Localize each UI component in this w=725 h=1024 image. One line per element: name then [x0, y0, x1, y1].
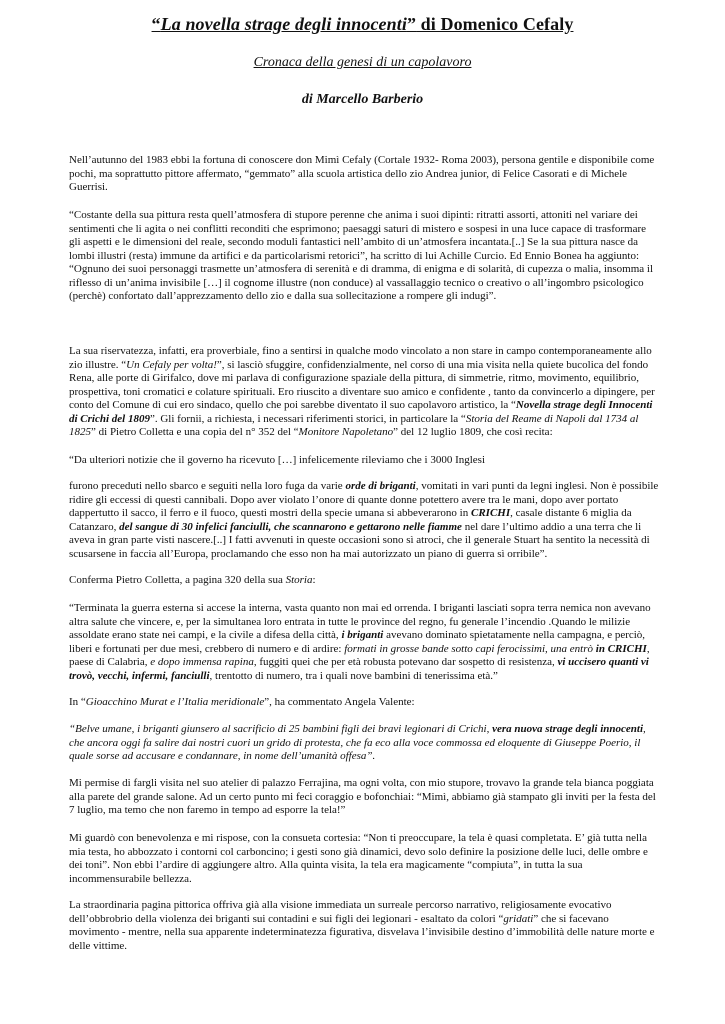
- text-run: , paese di Calabria,: [69, 642, 650, 668]
- text-run: furono preceduti nello sbarco e seguiti nella loro fuga da varie: [69, 480, 346, 492]
- text-run-bold-italic: del sangue di 30 infelici fanciulli, che scannarono e gettarono nelle fiamme: [119, 520, 462, 533]
- paragraph-valente-quote: [69, 723, 659, 764]
- title-author-part: di Domenico Cefaly: [416, 14, 574, 34]
- book-title: Storia del Reame di Napoli dal 1734 al 1825: [69, 412, 639, 438]
- text-run: , casale distante 6 miglia da Catanzaro,: [69, 507, 632, 533]
- text-run: La straordinaria pagina pittorica offriva già alla visione immediata un surreale percorso narrativo, religiosamente evocativo dell’obbrobrio della violenza dei briganti sui contadini e sui figli dei legionari - esaltato da colori “: [69, 899, 612, 925]
- text-run: , trentotto di numero, tra i quali nove bambini di tenerissima età.”: [209, 669, 498, 682]
- text-run-bold-italic: vera nuova strage degli innocenti: [492, 723, 644, 735]
- text-run: , fuggiti quei che per età robusta potevano dar sospetto di resistenza,: [253, 656, 558, 668]
- text-run-italic: e dopo immensa rapina: [150, 656, 254, 668]
- document-author: di Marcello Barberio: [301, 92, 424, 107]
- text-run-italic: Un Cefaly per volta!: [126, 358, 217, 371]
- text-run-italic: Storia: [285, 574, 313, 586]
- text-run-italic: formati in grosse bande sotto capi ferocissimi, una entrò: [344, 642, 596, 655]
- paragraph-reserve: [69, 345, 659, 440]
- text-run: In “: [69, 696, 86, 708]
- paragraph-atelier-visit: Mi permise di fargli visita nel suo atelier di palazzo Ferrajina, ma ogni volta, con mio stupore, trovavo la grande tela bianca poggiata alla parete del grande salone. Ad un certo punto mi feci coraggio e bofonchiai: “Mimì, abbiamo già stampato gli inviti per la festa del 7 luglio, ma temo che non faremo in tempo ad esporre la tela!”: [69, 777, 656, 816]
- text-run: nel dare l’ultimo addio a una terra che li aveva in gran parte visti nascere.[..] I fatti avvenuti in queste occasioni sono sì atroci, che il generale Stuart ha sentito la necessità di scusarsene in faccia all’Europa, proclamando che esso non ha mai autorizzato un piano di guerra sì orribile”.: [69, 520, 650, 560]
- text-run: ”. Gli fornii, a richiesta, i necessari riferimenti storici, in particolare la “: [149, 412, 466, 425]
- text-run-bold-italic: CRICHI: [470, 507, 511, 519]
- text-run-italic: gridati: [503, 912, 534, 925]
- title-open-quote: “: [151, 14, 161, 34]
- paragraph-valente-intro: [69, 696, 659, 710]
- text-run: Conferma Pietro Colletta, a pagina 320 della sua: [69, 574, 286, 586]
- document-subtitle: Cronaca della genesi di un capolavoro: [253, 55, 472, 70]
- text-run-bold-italic: vi uccisero quanti vi trovò, vecchi, infermi, fanciulli: [69, 656, 649, 682]
- text-run-italic: “Belve umane, i briganti giunsero al sacrificio di 25 bambini figli dei bravi legionari di Crichi,: [69, 723, 493, 735]
- paragraph-reply: Mi guardò con benevolenza e mi rispose, con la consueta cortesia: “Non ti preoccupare, la tela è quasi completata. E’ già tutta nella mia testa, ho abbozzato i contorni col carboncino; i gesti sono già dinamici, devo solo definire la posizione delle luci, delle ombre e dei toni”. Non ebbi l’ardire di aggiungere altro. Alla quinta visita, la tela era magicamente “compiuta”, in tutta la sua incommensurabile bellezza.: [69, 832, 648, 885]
- text-run: , vomitati in vari punti da legni inglesi. Non è possibile ridire gli eccessi di questi cannibali. Dopo aver violato l’onore di quante donne potettero avere tra le mani, dopo aver portato dappertutto il sacco, il ferro e il fuoco, questi mostri della specie umana si abbeverarono in: [69, 480, 659, 519]
- paragraph-curcio-bonea-quote: “Costante della sua pittura resta quell’atmosfera di stupore perenne che anima i suoi dipinti: ritratti assorti, attoniti nel variare dei sentimenti che li agita o nei conflitti reconditi che esprimono; paesaggi saturi di mistero e sospesi in una luce capace di trasformare gli aspetti e le dimensioni del reale, secondo moduli fantastici nell’ambito di un’atmosfera incantata.[..] Se la sua pittura nasce da lombi illustri (resta) immune da artifici e da particolarismi retorici”, ha scritto di lui Achille Curcio. Ed Ennio Bonea ha aggiunto: “Ognuno dei suoi personaggi trasmette un’atmosfera di serenità e di dramma, di enigma e di solarità, di cupezza o malia, insomma il riflesso di un’anima invisibile […] il cognome illustre (non conduce) al vassallaggio tecnico o creativo o all’ingombro psicologico (perchè) confortato dall’apprezzamento dello zio e dalla sua sollecitazione a rompere gli indugi”.: [69, 209, 654, 302]
- document-title: [0, 14, 725, 35]
- text-run-bold-italic: i briganti: [341, 629, 384, 641]
- title-work-name: La novella strage degli innocenti: [160, 14, 407, 34]
- paragraph-intro: Nell’autunno del 1983 ebbi la fortuna di conoscere don Mimì Cefaly (Cortale 1932- Roma 2003), persona gentile e disponibile come pochi, ma soprattutto pittore affermato, “gemmato” alla scuola artistica dello zio Andrea junior, di Felice Casorati e di Michele Guerrisi.: [69, 154, 655, 193]
- text-run: “Terminata la guerra esterna si accese la interna, vasta quanto non mai ed orrenda. I briganti lasciati sopra terra nemica non avevano altra salute che vincere, e, per la simultanea loro entrata in tutte le province del regno, fu generale l’incendio .Quando le milizie assoldate erano state nei campi, e la civile a difesa della città,: [69, 602, 651, 641]
- text-run: ” che si facevano movimento - mentre, nella sua apparente indeterminatezza figurativa, disvelava l’invisibile destino d’immobilità delle nature morte e delle vittime.: [69, 912, 655, 952]
- text-run-bold-italic: orde di briganti: [345, 480, 416, 492]
- text-run: avevano dominato spietatamente nella campagna, e perciò, liberi e fortunati per due mesi, crebbero di numero e di ardire:: [69, 629, 646, 655]
- text-run-bold-italic: in CRICHI: [595, 642, 647, 655]
- text-run-italic: , che ancora oggi fa salire dai nostri cuori un grido di protesta, che fa eco alla voce commossa ed eloquente di Giuseppe Poerio, il quale sorse ad accusare e condannare, in nome dell’umanità offesa”.: [69, 723, 646, 762]
- text-run: La sua riservatezza, infatti, era proverbiale, fino a sentirsi in qualche modo vincolato a non stare in campo contemporaneamente allo zio illustre. “: [69, 345, 652, 371]
- paragraph-colletta-intro: [69, 574, 659, 588]
- text-run: ” di Pietro Colletta e una copia del n° 352 del “: [91, 426, 299, 438]
- text-run: ”, ha commentato Angela Valente:: [264, 696, 415, 708]
- text-run: :: [312, 574, 316, 586]
- newspaper-title: Monitore Napoletano: [298, 426, 394, 438]
- paragraph-monitore-quote: [69, 480, 659, 561]
- title-close-quote: ”: [406, 14, 417, 34]
- paragraph-painting-description: [69, 899, 659, 953]
- painting-title: Novella strage degli Innocenti di Crichi del 1809: [69, 399, 653, 425]
- paragraph-colletta-quote: [69, 602, 659, 683]
- text-run-italic: Gioacchino Murat e l’Italia meridionale: [85, 696, 265, 708]
- text-run: ”, si lasciò sfuggire, confidenzialmente, nel corso di una mia visita nella quiete bucolica del fondo Rena, alle porte di Girifalco, dove mi parlava di configurazione spaziale della pittura, di simmetrie, ritmo, movimento, equilibrio, prospettiva, toni cromatici e colature spirituali. Ero riuscito a diventare suo amico e confidente , tanto da convincerlo a dipingere, per conto del Comune di cui ero sindaco, quello che poi sarebbe diventato il suo capolavoro artistico, la “: [69, 358, 655, 411]
- paragraph-monitore-quote-start: “Da ulteriori notizie che il governo ha ricevuto […] infelicemente rileviamo che i 3000 Inglesi: [69, 454, 486, 466]
- text-run: ” del 12 luglio 1809, che così recita:: [393, 426, 553, 438]
